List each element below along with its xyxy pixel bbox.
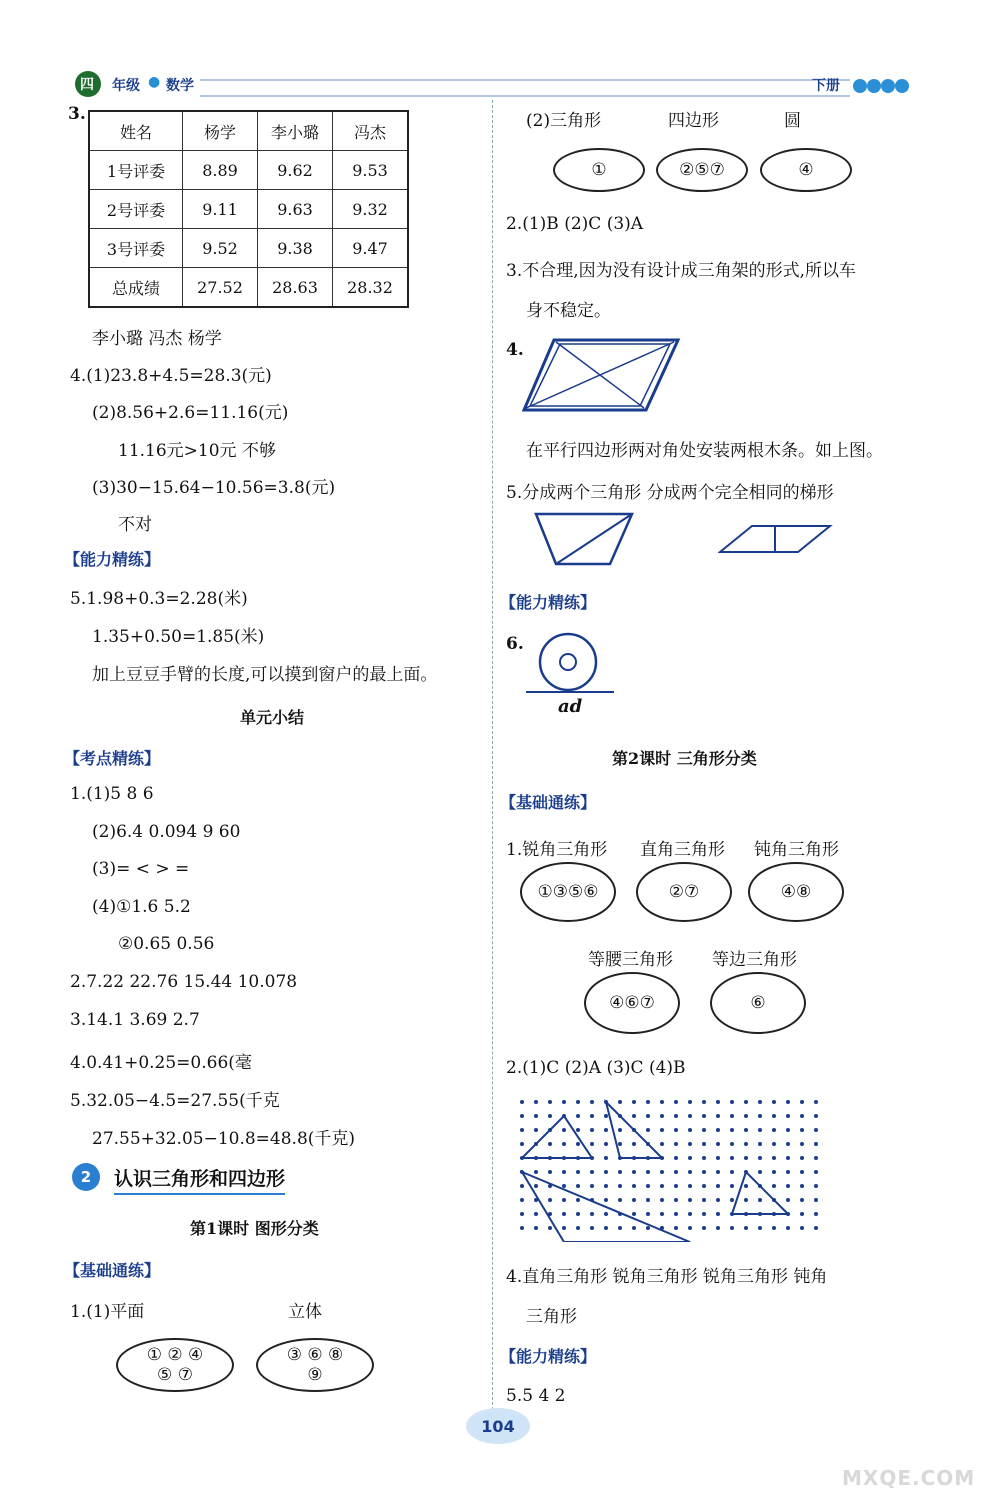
oval-equilateral: ⑥ <box>710 972 806 1034</box>
grid-dot <box>674 1114 678 1118</box>
table-header-cell: 李小璐 <box>258 111 333 151</box>
grid-dot <box>800 1226 804 1230</box>
grid-dot <box>534 1128 538 1132</box>
table-header-cell: 冯杰 <box>333 111 409 151</box>
grid-dot <box>800 1128 804 1132</box>
grid-dot <box>674 1142 678 1146</box>
grid-dot <box>702 1212 706 1216</box>
k2: 2.7.22 22.76 15.44 10.078 <box>70 972 298 992</box>
tag-jichu-right: 【基础通练】 <box>500 793 597 812</box>
grid-dot <box>758 1226 762 1230</box>
grid-dot <box>702 1128 706 1132</box>
grid-dot <box>660 1114 664 1118</box>
grid-dot <box>534 1114 538 1118</box>
volume-label: 下册 <box>812 78 840 94</box>
q5-a: 5.1.98+0.3=2.28(米) <box>70 589 248 609</box>
grid-dot <box>520 1226 524 1230</box>
grid-dot <box>576 1114 580 1118</box>
column-divider <box>492 100 493 1420</box>
circle-rolling-figure <box>524 630 616 696</box>
oval-solid-line1: ③ ⑥ ⑧ <box>286 1345 344 1365</box>
grid-dot <box>576 1212 580 1216</box>
grid-dot <box>730 1170 734 1174</box>
t1-label-right: 直角三角形 <box>640 840 725 860</box>
grid-dot <box>590 1114 594 1118</box>
r-q4-text: 在平行四边形两对角处安装两根木条。如上图。 <box>526 441 883 461</box>
grid-dot <box>744 1156 748 1160</box>
q4-3: (3)30−15.64−10.56=3.8(元) <box>92 478 336 498</box>
trapezoid-triangles-figure <box>534 510 636 568</box>
lesson2-title: 第2课时 三角形分类 <box>612 749 757 768</box>
j1-label2: 立体 <box>288 1302 322 1322</box>
lesson1-title: 第1课时 图形分类 <box>190 1219 319 1238</box>
grid-dot <box>814 1226 818 1230</box>
grid-dot <box>562 1212 566 1216</box>
grid-dot <box>674 1100 678 1104</box>
grid-dot <box>800 1156 804 1160</box>
grid-dot <box>534 1100 538 1104</box>
grid-dot <box>716 1114 720 1118</box>
grid-dot <box>646 1100 650 1104</box>
grid-dot <box>562 1184 566 1188</box>
grid-dot <box>520 1198 524 1202</box>
grid-dot <box>688 1184 692 1188</box>
grid-dot <box>520 1114 524 1118</box>
table-row <box>89 151 408 190</box>
grid-dot <box>688 1226 692 1230</box>
grid-dot <box>646 1128 650 1132</box>
grid-dot <box>674 1156 678 1160</box>
grid-dot <box>716 1170 720 1174</box>
grid-dot <box>730 1114 734 1118</box>
grid-dot <box>604 1198 608 1202</box>
table-cell: 27.52 <box>183 268 258 308</box>
parallelogram-trapezoids-figure <box>718 522 834 556</box>
grid-dot <box>730 1156 734 1160</box>
table-cell: 3号评委 <box>89 229 183 268</box>
grid-dot <box>758 1114 762 1118</box>
table-header-cell: 杨学 <box>183 111 258 151</box>
table-row <box>89 229 408 268</box>
grid-dot <box>618 1142 622 1146</box>
t5: 5.5 4 2 <box>506 1386 566 1406</box>
table-cell: 28.63 <box>258 268 333 308</box>
grid-dot <box>660 1100 664 1104</box>
grid-dot <box>800 1142 804 1146</box>
q5-c: 加上豆豆手臂的长度,可以摸到窗户的最上面。 <box>92 665 438 685</box>
r-q2: 2.(1)B (2)C (3)A <box>506 214 644 234</box>
grid-triangle <box>522 1172 690 1242</box>
oval-triangle: ① <box>553 148 645 192</box>
k1-4a: (4)①1.6 5.2 <box>92 897 191 917</box>
grid-dot <box>814 1184 818 1188</box>
grid-dot <box>590 1100 594 1104</box>
grid-dot <box>688 1156 692 1160</box>
grid-dot <box>618 1128 622 1132</box>
grid-dot <box>576 1100 580 1104</box>
grid-dot <box>646 1212 650 1216</box>
t4a: 4.直角三角形 锐角三角形 锐角三角形 钝角 <box>506 1267 828 1287</box>
q4-2b: 11.16元>10元 不够 <box>118 441 276 461</box>
r-q5: 5.分成两个三角形 分成两个完全相同的梯形 <box>506 483 834 503</box>
grid-dot <box>604 1156 608 1160</box>
r2-label-quad: 四边形 <box>668 111 719 131</box>
grid-dot <box>730 1128 734 1132</box>
grid-dot <box>520 1212 524 1216</box>
grid-dot <box>646 1198 650 1202</box>
grid-dot <box>786 1226 790 1230</box>
r-q6-label: 6. <box>506 634 524 654</box>
grid-dot <box>772 1226 776 1230</box>
grid-dot <box>702 1142 706 1146</box>
oval-plane <box>116 1338 234 1392</box>
grid-dot <box>562 1170 566 1174</box>
grid-dot <box>800 1184 804 1188</box>
dot-grid-figure <box>516 1096 826 1242</box>
grid-dot <box>618 1226 622 1230</box>
grid-dot <box>688 1128 692 1132</box>
grid-dot <box>576 1226 580 1230</box>
grid-dot <box>786 1198 790 1202</box>
r2-label-circle: 圆 <box>784 111 801 131</box>
grid-dot <box>800 1170 804 1174</box>
grid-dot <box>604 1226 608 1230</box>
grid-dot <box>716 1142 720 1146</box>
grid-dot <box>814 1142 818 1146</box>
r-q4-label: 4. <box>506 340 524 360</box>
q4-2: (2)8.56+2.6=11.16(元) <box>92 403 289 423</box>
grid-dot <box>702 1114 706 1118</box>
grid-dot <box>604 1128 608 1132</box>
grid-dot <box>702 1198 706 1202</box>
grid-dot <box>562 1128 566 1132</box>
grid-dot <box>632 1184 636 1188</box>
grid-dot <box>702 1226 706 1230</box>
t2: 2.(1)C (2)A (3)C (4)B <box>506 1058 686 1078</box>
q5-b: 1.35+0.50=1.85(米) <box>92 627 265 647</box>
grid-dot <box>618 1198 622 1202</box>
grid-dot <box>632 1114 636 1118</box>
r-q3b: 身不稳定。 <box>526 301 611 321</box>
t1-label-acute: 1.锐角三角形 <box>506 840 608 860</box>
grid-dot <box>744 1198 748 1202</box>
grid-dot <box>772 1114 776 1118</box>
grid-dot <box>730 1198 734 1202</box>
k5a: 5.32.05−4.5=27.55(千克 <box>70 1091 280 1111</box>
grid-dot <box>618 1170 622 1174</box>
r2-label-triangle: (2)三角形 <box>526 111 602 131</box>
oval-solid <box>256 1338 374 1392</box>
k1-3: (3)= < > = <box>92 859 190 879</box>
grid-dot <box>730 1142 734 1146</box>
grid-dot <box>590 1226 594 1230</box>
oval-right: ②⑦ <box>636 862 732 922</box>
table-cell: 9.62 <box>258 151 333 190</box>
grid-dot <box>576 1128 580 1132</box>
q3-label: 3. <box>68 104 86 124</box>
grid-dot <box>758 1156 762 1160</box>
grid-dot <box>618 1184 622 1188</box>
grid-dot <box>814 1100 818 1104</box>
grid-dot <box>688 1170 692 1174</box>
grid-dot <box>814 1156 818 1160</box>
grid-dot <box>772 1142 776 1146</box>
k1-1: 1.(1)5 8 6 <box>70 784 154 804</box>
grid-dot <box>604 1142 608 1146</box>
grid-dot <box>674 1184 678 1188</box>
grid-dot <box>744 1100 748 1104</box>
grid-dot <box>758 1170 762 1174</box>
grid-dot <box>548 1142 552 1146</box>
grid-dot <box>814 1198 818 1202</box>
unit-summary-title: 单元小结 <box>240 708 305 727</box>
score-table <box>88 110 409 308</box>
grid-dot <box>562 1226 566 1230</box>
grid-triangle <box>522 1116 592 1158</box>
grid-dot <box>646 1114 650 1118</box>
table-cell: 8.89 <box>183 151 258 190</box>
q4-1: 4.(1)23.8+4.5=28.3(元) <box>70 366 272 386</box>
grid-dot <box>520 1142 524 1146</box>
grid-dot <box>548 1100 552 1104</box>
grid-dot <box>590 1128 594 1132</box>
grid-dot <box>688 1198 692 1202</box>
grid-dot <box>716 1156 720 1160</box>
grid-dot <box>548 1226 552 1230</box>
q4-3b: 不对 <box>118 515 152 535</box>
r-q6-ad: ad <box>558 696 583 717</box>
k3: 3.14.1 3.69 2.7 <box>70 1010 200 1030</box>
oval-obtuse: ④⑧ <box>748 862 844 922</box>
oval-isosceles: ④⑥⑦ <box>584 972 680 1034</box>
grid-dot <box>702 1170 706 1174</box>
page-number: 104 <box>466 1408 530 1444</box>
t4b: 三角形 <box>526 1307 577 1327</box>
grid-dot <box>814 1114 818 1118</box>
grid-dot <box>786 1142 790 1146</box>
k1-4b: ②0.65 0.56 <box>118 934 215 954</box>
section-number-badge: 2 <box>72 1163 100 1191</box>
table-row <box>89 190 408 229</box>
grid-dot <box>576 1198 580 1202</box>
grid-dot <box>814 1212 818 1216</box>
grid-dot <box>730 1184 734 1188</box>
grid-dot <box>688 1212 692 1216</box>
dot-separator: ● <box>148 74 161 90</box>
grid-dot <box>590 1212 594 1216</box>
grid-dot <box>744 1184 748 1188</box>
grid-dot <box>632 1212 636 1216</box>
ranking-text: 李小璐 冯杰 杨学 <box>92 329 222 349</box>
table-cell: 9.47 <box>333 229 409 268</box>
grid-dot <box>716 1198 720 1202</box>
grid-dot <box>786 1128 790 1132</box>
grid-dot <box>576 1170 580 1174</box>
grid-dot <box>800 1198 804 1202</box>
table-cell: 总成绩 <box>89 268 183 308</box>
tag-jichu: 【基础通练】 <box>64 1261 161 1280</box>
grid-dot <box>772 1100 776 1104</box>
section-title: 认识三角形和四边形 <box>114 1164 285 1195</box>
table-header-cell: 姓名 <box>89 111 183 151</box>
grid-dot <box>688 1114 692 1118</box>
grid-dot <box>758 1198 762 1202</box>
grid-dot <box>520 1100 524 1104</box>
grid-dot <box>716 1128 720 1132</box>
grid-dot <box>590 1142 594 1146</box>
grid-dot <box>758 1128 762 1132</box>
table-cell: 9.52 <box>183 229 258 268</box>
grid-dot <box>646 1170 650 1174</box>
table-row <box>89 111 408 151</box>
grid-dot <box>772 1170 776 1174</box>
grid-dot <box>772 1156 776 1160</box>
grid-dot <box>786 1100 790 1104</box>
grid-dot <box>632 1198 636 1202</box>
oval-acute: ①③⑤⑥ <box>520 862 616 922</box>
grid-dot <box>604 1184 608 1188</box>
watermark: MXQE.COM <box>842 1466 976 1490</box>
grid-dot <box>702 1100 706 1104</box>
grid-dot <box>618 1100 622 1104</box>
page-header <box>60 70 910 100</box>
grid-dot <box>660 1128 664 1132</box>
grid-dot <box>576 1184 580 1188</box>
grid-dot <box>786 1170 790 1174</box>
grid-dot <box>534 1170 538 1174</box>
grid-dot <box>660 1142 664 1146</box>
table-cell: 2号评委 <box>89 190 183 229</box>
grid-dot <box>702 1184 706 1188</box>
grid-dot <box>716 1226 720 1230</box>
oval-plane-line1: ① ② ④ <box>146 1345 204 1365</box>
table-cell: 9.32 <box>333 190 409 229</box>
grid-dot <box>758 1142 762 1146</box>
grid-dot <box>674 1170 678 1174</box>
parallelogram-figure <box>520 336 684 416</box>
j1-label: 1.(1)平面 <box>70 1302 145 1322</box>
grid-dot <box>716 1100 720 1104</box>
grid-dot <box>632 1142 636 1146</box>
grid-dot <box>688 1100 692 1104</box>
grid-dot <box>800 1114 804 1118</box>
grid-dot <box>534 1184 538 1188</box>
grid-dot <box>590 1170 594 1174</box>
subject-label: 数学 <box>166 78 194 94</box>
grid-dot <box>674 1198 678 1202</box>
grid-dot <box>814 1128 818 1132</box>
k4: 4.0.41+0.25=0.66(毫 <box>70 1053 252 1073</box>
grid-dot <box>590 1184 594 1188</box>
grid-dot <box>786 1156 790 1160</box>
grid-dot <box>800 1212 804 1216</box>
table-cell: 9.53 <box>333 151 409 190</box>
oval-quad: ②⑤⑦ <box>656 148 748 192</box>
k5b: 27.55+32.05−10.8=48.8(千克) <box>92 1129 356 1149</box>
table-cell: 9.38 <box>258 229 333 268</box>
grid-dot <box>534 1226 538 1230</box>
grid-triangle <box>732 1172 788 1214</box>
grid-dot <box>548 1114 552 1118</box>
grid-dot <box>730 1226 734 1230</box>
grid-dot <box>674 1226 678 1230</box>
k1-2: (2)6.4 0.094 9 60 <box>92 822 241 842</box>
grid-triangle <box>606 1102 662 1158</box>
grid-dot <box>632 1100 636 1104</box>
grid-dot <box>562 1100 566 1104</box>
grid-dot <box>660 1198 664 1202</box>
grid-dot <box>534 1212 538 1216</box>
grid-dot <box>604 1212 608 1216</box>
grid-dot <box>604 1170 608 1174</box>
grid-dot <box>674 1128 678 1132</box>
grid-dot <box>786 1184 790 1188</box>
table-row <box>89 268 408 308</box>
grid-dot <box>632 1170 636 1174</box>
table-cell: 1号评委 <box>89 151 183 190</box>
grid-dot <box>660 1212 664 1216</box>
grid-dot <box>632 1226 636 1230</box>
grid-dot <box>800 1100 804 1104</box>
grid-dot <box>814 1170 818 1174</box>
grid-dot <box>688 1142 692 1146</box>
grid-dot <box>716 1212 720 1216</box>
tag-kaodian: 【考点精练】 <box>64 749 161 768</box>
grid-dot <box>520 1128 524 1132</box>
grid-dot <box>604 1114 608 1118</box>
grid-dot <box>744 1114 748 1118</box>
t1-label-isosceles: 等腰三角形 <box>588 950 673 970</box>
grid-dot <box>548 1170 552 1174</box>
grid-dot <box>716 1184 720 1188</box>
grid-dot <box>646 1226 650 1230</box>
grid-dot <box>744 1142 748 1146</box>
tag-nengli-right2: 【能力精练】 <box>500 1347 597 1366</box>
grid-dot <box>562 1142 566 1146</box>
grid-dot <box>702 1156 706 1160</box>
grid-dot <box>576 1142 580 1146</box>
grid-dot <box>744 1128 748 1132</box>
grid-dot <box>758 1100 762 1104</box>
grid-dot <box>744 1226 748 1230</box>
grid-dot <box>772 1184 776 1188</box>
tag-nengli-right: 【能力精练】 <box>500 593 597 612</box>
grid-dot <box>660 1184 664 1188</box>
grid-dot <box>772 1128 776 1132</box>
oval-solid-line2: ⑨ <box>307 1365 323 1385</box>
grid-dot <box>646 1184 650 1188</box>
grid-dot <box>660 1170 664 1174</box>
t1-label-obtuse: 钝角三角形 <box>754 840 839 860</box>
r-q3a: 3.不合理,因为没有设计成三角架的形式,所以车 <box>506 261 857 281</box>
grade-badge: 四 <box>80 77 94 93</box>
table-cell: 9.63 <box>258 190 333 229</box>
oval-plane-line2: ⑤ ⑦ <box>157 1365 193 1385</box>
table-cell: 9.11 <box>183 190 258 229</box>
oval-circle: ④ <box>760 148 852 192</box>
grid-dot <box>786 1114 790 1118</box>
t1-label-equilateral: 等边三角形 <box>712 950 797 970</box>
grade-label: 年级 <box>112 78 140 94</box>
grid-dot <box>674 1212 678 1216</box>
grid-dot <box>562 1198 566 1202</box>
grid-dot <box>520 1184 524 1188</box>
grid-dot <box>730 1100 734 1104</box>
grid-dot <box>548 1198 552 1202</box>
table-cell: 28.32 <box>333 268 409 308</box>
tag-nengli: 【能力精练】 <box>64 550 161 569</box>
